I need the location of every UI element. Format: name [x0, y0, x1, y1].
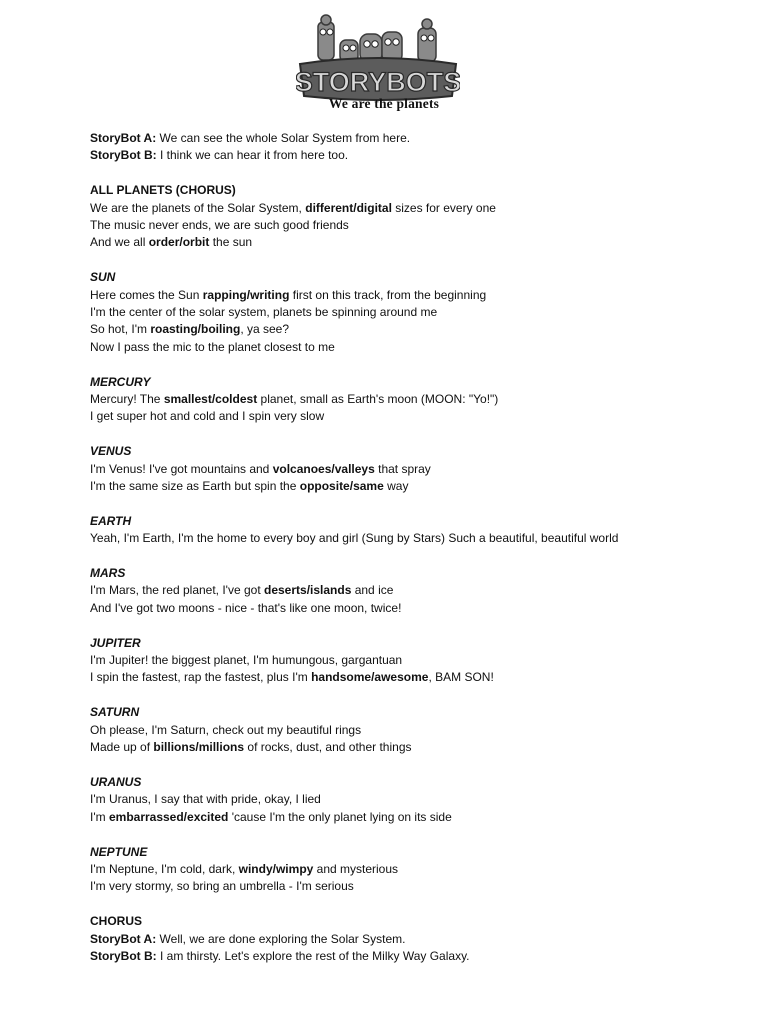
lyric-text: Well, we are done exploring the Solar System. [156, 931, 406, 946]
lyric-line [90, 217, 740, 234]
lyric-text: I'm Jupiter! the biggest planet, I'm humungous, gargantuan [90, 653, 403, 668]
lyric-line [90, 339, 740, 356]
lyric-line [90, 861, 740, 878]
lyrics-section [90, 269, 740, 356]
lyric-text: I'm Uranus, I say that with pride, okay, I lied [90, 792, 321, 807]
section-heading: NEPTUNE [90, 844, 148, 859]
lyric-text: I'm very stormy, so bring an umbrella - I'm serious [90, 879, 354, 894]
lyric-text: I spin the fastest, rap the fastest, plus I'm [90, 670, 312, 685]
emphasized-text: windy/wimpy [238, 861, 314, 876]
lyric-line [90, 321, 740, 338]
lyric-line [90, 791, 740, 808]
lyric-line [90, 948, 740, 965]
lyric-text: I think we can hear it from here too. [156, 148, 349, 163]
lyric-text: I'm [90, 809, 109, 824]
emphasized-text: volcanoes/valleys [272, 461, 375, 476]
lyrics-section [90, 182, 740, 252]
emphasized-text: handsome/awesome [311, 670, 429, 685]
lyrics-body [90, 130, 740, 983]
lyric-text: of rocks, dust, and other things [244, 740, 412, 755]
emphasized-text: StoryBot B: [90, 148, 157, 163]
section-heading: ALL PLANETS (CHORUS) [90, 183, 236, 198]
lyric-line [90, 304, 740, 321]
lyrics-section [90, 774, 740, 826]
lyric-line [90, 652, 740, 669]
lyrics-section [90, 374, 740, 426]
lyric-line [90, 287, 740, 304]
lyric-line [90, 408, 740, 425]
section-heading: EARTH [90, 513, 132, 528]
lyric-line [90, 461, 740, 478]
lyric-text: I'm the same size as Earth but spin the [90, 479, 300, 494]
emphasized-text: embarrassed/excited [108, 809, 229, 824]
emphasized-text: order/orbit [148, 235, 210, 250]
lyric-line [90, 130, 740, 147]
emphasized-text: StoryBot B: [90, 948, 157, 963]
lyric-text: We can see the whole Solar System from here. [156, 131, 411, 145]
emphasized-text: opposite/same [299, 479, 384, 494]
lyric-line [90, 809, 740, 826]
lyric-text: and mysterious [313, 861, 399, 876]
emphasized-text: billions/millions [153, 740, 245, 755]
lyric-text: I get super hot and cold and I spin very slow [90, 409, 325, 424]
lyric-text: And we all [90, 235, 149, 250]
lyrics-section [90, 565, 740, 617]
lyric-text: and ice [351, 583, 394, 598]
lyric-text: that spray [374, 461, 431, 476]
lyric-line [90, 931, 740, 948]
lyric-line [90, 478, 740, 495]
lyric-text: And I've got two moons - nice - that's like one moon, twice! [90, 600, 402, 615]
lyric-line [90, 200, 740, 217]
lyric-line [90, 600, 740, 617]
lyric-text: I'm the center of the solar system, planets be spinning around me [90, 305, 438, 320]
lyrics-section [90, 513, 740, 548]
emphasized-text: different/digital [305, 200, 392, 215]
lyric-text: way [383, 479, 409, 494]
logo-wordmark: STORYBOTS [296, 67, 460, 97]
lyric-text: I am thirsty. Let's explore the rest of the Milky Way Galaxy. [156, 948, 470, 963]
lyric-text: I'm Mars, the red planet, I've got [90, 583, 264, 598]
lyric-line [90, 739, 740, 756]
section-heading: MARS [90, 566, 126, 581]
storybots-logo-graphic [296, 14, 460, 102]
lyric-text: sizes for every one [391, 200, 496, 215]
section-heading: JUPITER [90, 635, 141, 650]
lyric-text: Here comes the Sun [90, 287, 203, 302]
section-heading: MERCURY [90, 374, 151, 389]
lyric-line [90, 582, 740, 599]
lyric-line [90, 669, 740, 686]
storybots-logo [296, 14, 460, 102]
emphasized-text: StoryBot A: [90, 931, 157, 946]
lyric-line [90, 530, 740, 547]
lyric-line [90, 234, 740, 251]
lyric-text: first on this track, from the beginning [289, 287, 487, 302]
lyrics-section [90, 635, 740, 687]
emphasized-text: deserts/islands [264, 583, 352, 598]
lyric-text: So hot, I'm [90, 322, 151, 337]
emphasized-text: StoryBot A: [90, 131, 157, 145]
lyric-text: 'cause I'm the only planet lying on its side [228, 809, 452, 824]
section-heading: VENUS [90, 444, 132, 459]
page-title: We are the planets [328, 96, 440, 111]
section-heading: SATURN [90, 705, 140, 720]
lyrics-section [90, 844, 740, 896]
emphasized-text: rapping/writing [202, 287, 290, 302]
lyric-text: Mercury! The [90, 392, 164, 407]
lyrics-section [90, 704, 740, 756]
emphasized-text: smallest/coldest [163, 392, 258, 407]
lyric-line [90, 878, 740, 895]
section-heading: CHORUS [90, 914, 143, 929]
lyric-text: I'm Venus! I've got mountains and [90, 461, 273, 476]
section-heading: URANUS [90, 774, 142, 789]
lyrics-section [90, 130, 740, 165]
lyric-text: Oh please, I'm Saturn, check out my beautiful rings [90, 722, 362, 737]
lyric-text: , ya see? [240, 322, 290, 337]
lyric-text: planet, small as Earth's moon (MOON: "Yo!") [257, 392, 499, 407]
lyric-text: Now I pass the mic to the planet closest to me [90, 339, 335, 354]
lyrics-section [90, 913, 740, 965]
lyric-text: I'm Neptune, I'm cold, dark, [90, 861, 239, 876]
section-heading: SUN [90, 270, 116, 285]
lyrics-section [90, 443, 740, 495]
lyric-line [90, 722, 740, 739]
lyric-line [90, 391, 740, 408]
lyric-text: Made up of [90, 740, 154, 755]
lyric-text: the sun [209, 235, 253, 250]
lyric-text: The music never ends, we are such good friends [90, 218, 349, 233]
lyric-text: Yeah, I'm Earth, I'm the home to every boy and girl (Sung by Stars) Such a beautiful, beautiful world [90, 531, 619, 546]
lyric-line [90, 147, 740, 164]
lyric-text: We are the planets of the Solar System, [90, 200, 306, 215]
lyric-text: , BAM SON! [428, 670, 494, 685]
emphasized-text: roasting/boiling [150, 322, 241, 337]
